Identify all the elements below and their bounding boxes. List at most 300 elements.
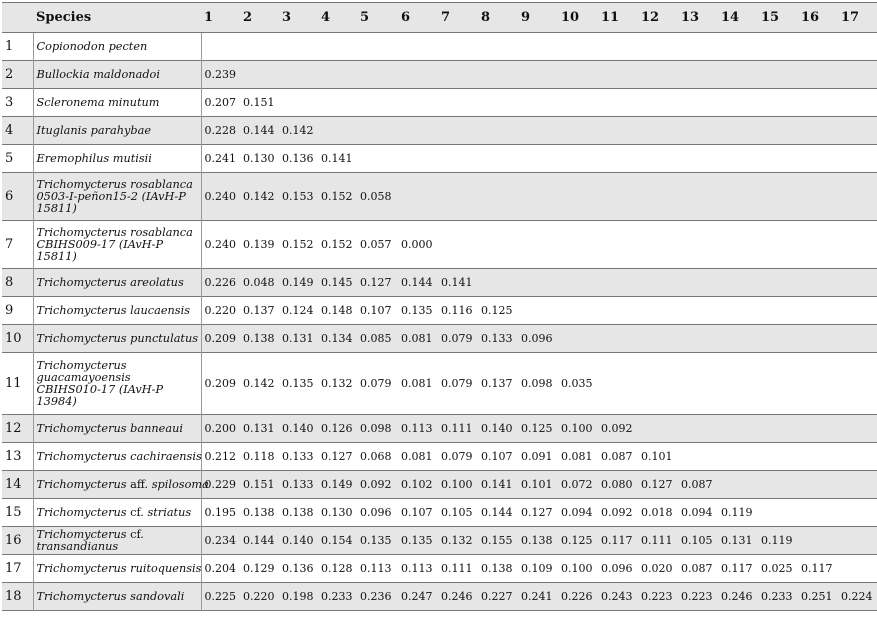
row-number: 7 — [5, 237, 14, 252]
species-name-line: Trichomycterus cf. — [36, 527, 144, 541]
table-row — [2, 443, 877, 471]
species-name-cell — [33, 527, 201, 555]
distance-value-cell: 0.127 — [521, 506, 553, 519]
column-header: 1 — [201, 3, 240, 33]
distance-value-cell — [638, 89, 678, 117]
distance-value-cell — [838, 221, 877, 269]
distance-value-cell — [201, 33, 240, 61]
distance-value-cell: 0.107 — [360, 304, 392, 317]
species-name-line: CBIHS009-17 (IAvH-P — [36, 237, 164, 251]
species-name-line: transandianus — [36, 539, 119, 553]
row-number: 8 — [5, 275, 14, 290]
species-name-line: 15811) — [36, 249, 77, 263]
species-name-cell — [33, 555, 201, 583]
distance-value-cell — [598, 89, 638, 117]
distance-value-cell: 0.096 — [360, 506, 392, 519]
distance-value-cell — [558, 61, 598, 89]
distance-value-cell: 0.025 — [761, 562, 793, 575]
distance-value-cell: 0.131 — [282, 332, 314, 345]
species-name-cell — [33, 443, 201, 471]
distance-value-cell — [758, 117, 798, 145]
distance-value-cell — [798, 33, 838, 61]
distance-value-cell: 0.138 — [282, 506, 314, 519]
distance-value-cell — [718, 415, 758, 443]
distance-value-cell — [758, 221, 798, 269]
distance-value-cell — [838, 471, 877, 499]
header-row — [2, 3, 877, 33]
table-row — [2, 555, 877, 583]
distance-value-cell — [678, 33, 718, 61]
species-name-line: CBIHS010-17 (IAvH-P — [36, 382, 164, 396]
distance-value-cell: 0.140 — [282, 534, 314, 547]
distance-value-cell: 0.134 — [321, 332, 353, 345]
row-number: 15 — [5, 505, 22, 520]
distance-value-cell: 0.127 — [641, 478, 673, 491]
species-name-cell — [33, 89, 201, 117]
species-name-cell — [33, 33, 201, 61]
species-name-line: Trichomycterus punctulatus — [36, 331, 199, 345]
species-name-line: Bullockia maldonadoi — [36, 67, 160, 81]
distance-value-cell — [478, 221, 518, 269]
distance-value-cell — [357, 117, 398, 145]
distance-value-cell: 0.092 — [360, 478, 392, 491]
distance-value-cell — [240, 33, 279, 61]
distance-value-cell: 0.141 — [441, 276, 473, 289]
distance-value-cell — [638, 33, 678, 61]
distance-value-cell — [718, 173, 758, 221]
distance-value-cell: 0.135 — [282, 377, 314, 390]
distance-value-cell: 0.234 — [204, 534, 236, 547]
distance-value-cell — [558, 89, 598, 117]
column-header: 17 — [838, 3, 877, 33]
distance-value-cell — [838, 173, 877, 221]
distance-value-cell — [678, 353, 718, 415]
distance-value-cell — [718, 89, 758, 117]
distance-value-cell — [518, 221, 558, 269]
distance-value-cell — [438, 221, 478, 269]
distance-value-cell — [638, 221, 678, 269]
species-name-cell — [33, 353, 201, 415]
distance-value-cell: 0.144 — [401, 276, 433, 289]
distance-value-cell: 0.127 — [321, 450, 353, 463]
distance-value-cell — [558, 297, 598, 325]
distance-value-cell — [598, 33, 638, 61]
distance-value-cell — [357, 33, 398, 61]
distance-value-cell: 0.126 — [321, 422, 353, 435]
distance-value-cell — [758, 415, 798, 443]
column-header: 3 — [279, 3, 318, 33]
distance-value-cell — [678, 415, 718, 443]
distance-value-cell: 0.251 — [801, 590, 833, 603]
distance-value-cell: 0.236 — [360, 590, 392, 603]
distance-value-cell — [718, 353, 758, 415]
distance-value-cell — [838, 325, 877, 353]
species-name-line: Trichomycterus ruitoquensis — [36, 561, 202, 575]
distance-value-cell: 0.113 — [401, 422, 433, 435]
table-row — [2, 173, 877, 221]
species-name-line: Trichomycterus cachiraensis — [36, 449, 202, 463]
distance-value-cell: 0.127 — [360, 276, 392, 289]
distance-value-cell — [838, 117, 877, 145]
distance-value-cell — [438, 89, 478, 117]
distance-value-cell: 0.135 — [401, 534, 433, 547]
distance-value-cell — [638, 415, 678, 443]
distance-value-cell — [438, 33, 478, 61]
distance-value-cell — [678, 443, 718, 471]
distance-value-cell: 0.094 — [561, 506, 593, 519]
distance-value-cell: 0.101 — [641, 450, 673, 463]
distance-value-cell — [838, 145, 877, 173]
species-name-line: Trichomycterus laucaensis — [36, 303, 191, 317]
distance-value-cell: 0.144 — [481, 506, 513, 519]
distance-value-cell — [558, 33, 598, 61]
distance-value-cell: 0.058 — [360, 190, 392, 203]
distance-value-cell — [438, 61, 478, 89]
distance-value-cell — [478, 173, 518, 221]
distance-value-cell: 0.087 — [681, 562, 713, 575]
column-header: 14 — [718, 3, 758, 33]
distance-value-cell: 0.228 — [204, 124, 236, 137]
distance-value-cell: 0.096 — [521, 332, 553, 345]
distance-value-cell — [798, 353, 838, 415]
distance-value-cell — [279, 89, 318, 117]
distance-value-cell: 0.144 — [243, 124, 275, 137]
column-header: 4 — [318, 3, 357, 33]
distance-value-cell: 0.131 — [721, 534, 753, 547]
distance-value-cell — [798, 297, 838, 325]
distance-value-cell: 0.101 — [521, 478, 553, 491]
distance-value-cell: 0.081 — [561, 450, 593, 463]
distance-value-cell: 0.241 — [204, 152, 236, 165]
distance-value-cell: 0.118 — [243, 450, 275, 463]
distance-value-cell: 0.119 — [761, 534, 793, 547]
distance-value-cell: 0.079 — [441, 450, 473, 463]
distance-value-cell: 0.081 — [401, 332, 433, 345]
distance-value-cell — [798, 89, 838, 117]
distance-value-cell — [518, 269, 558, 297]
distance-value-cell — [398, 117, 438, 145]
distance-value-cell: 0.111 — [441, 562, 473, 575]
row-number: 11 — [5, 376, 22, 391]
distance-value-cell: 0.079 — [441, 332, 473, 345]
distance-value-cell: 0.136 — [282, 562, 314, 575]
row-number: 14 — [5, 477, 22, 492]
distance-value-cell — [558, 145, 598, 173]
distance-value-cell — [558, 269, 598, 297]
distance-value-cell — [478, 145, 518, 173]
table-row — [2, 269, 877, 297]
table-row — [2, 471, 877, 499]
distance-value-cell — [478, 117, 518, 145]
distance-value-cell — [678, 173, 718, 221]
distance-value-cell — [798, 527, 838, 555]
distance-value-cell — [758, 297, 798, 325]
distance-value-cell — [718, 443, 758, 471]
species-name-line: Trichomycterus cf. striatus — [36, 505, 192, 519]
distance-value-cell — [798, 325, 838, 353]
row-number: 17 — [5, 561, 22, 576]
distance-value-cell — [678, 269, 718, 297]
distance-value-cell: 0.246 — [441, 590, 473, 603]
distance-value-cell — [438, 117, 478, 145]
distance-value-cell — [240, 61, 279, 89]
distance-value-cell: 0.144 — [243, 534, 275, 547]
distance-value-cell — [718, 117, 758, 145]
column-header: 9 — [518, 3, 558, 33]
distance-value-cell — [518, 33, 558, 61]
distance-value-cell — [838, 499, 877, 527]
distance-value-cell — [518, 145, 558, 173]
row-number: 3 — [5, 95, 14, 110]
distance-value-cell — [798, 173, 838, 221]
distance-value-cell — [598, 269, 638, 297]
species-name-line: 0503-I-peñon15-2 (IAvH-P — [36, 189, 186, 203]
table-row — [2, 527, 877, 555]
distance-value-cell: 0.142 — [243, 190, 275, 203]
distance-value-cell — [558, 117, 598, 145]
column-header: 16 — [798, 3, 838, 33]
distance-value-cell: 0.087 — [681, 478, 713, 491]
distance-value-cell: 0.138 — [243, 332, 275, 345]
distance-value-cell: 0.113 — [360, 562, 392, 575]
distance-value-cell: 0.133 — [282, 450, 314, 463]
distance-value-cell: 0.152 — [282, 238, 314, 251]
distance-value-cell — [598, 145, 638, 173]
distance-value-cell — [758, 145, 798, 173]
distance-value-cell — [638, 325, 678, 353]
table-row — [2, 499, 877, 527]
distance-value-cell — [718, 33, 758, 61]
distance-value-cell — [478, 269, 518, 297]
species-name-cell — [33, 297, 201, 325]
distance-value-cell: 0.105 — [441, 506, 473, 519]
column-header: 6 — [398, 3, 438, 33]
species-name-line: Eremophilus mutisii — [36, 151, 152, 165]
distance-value-cell: 0.068 — [360, 450, 392, 463]
distance-value-cell: 0.111 — [441, 422, 473, 435]
distance-value-cell: 0.100 — [561, 422, 593, 435]
distance-value-cell — [318, 33, 357, 61]
column-header: 11 — [598, 3, 638, 33]
distance-value-cell: 0.224 — [841, 590, 873, 603]
distance-value-cell: 0.152 — [321, 238, 353, 251]
distance-value-cell: 0.137 — [243, 304, 275, 317]
distance-value-cell — [279, 33, 318, 61]
table-row — [2, 325, 877, 353]
distance-value-cell: 0.220 — [204, 304, 236, 317]
table-row — [2, 297, 877, 325]
distance-value-cell — [558, 173, 598, 221]
distance-value-cell — [318, 89, 357, 117]
distance-value-cell: 0.132 — [321, 377, 353, 390]
distance-value-cell — [838, 89, 877, 117]
distance-value-cell — [598, 61, 638, 89]
column-header: 5 — [357, 3, 398, 33]
species-name-line: Trichomycterus sandovali — [36, 589, 185, 603]
species-name-line: guacamayoensis — [36, 370, 131, 384]
distance-value-cell: 0.140 — [282, 422, 314, 435]
table-row — [2, 145, 877, 173]
distance-value-cell: 0.018 — [641, 506, 673, 519]
distance-value-cell — [638, 173, 678, 221]
row-number: 9 — [5, 303, 14, 318]
distance-value-cell: 0.136 — [282, 152, 314, 165]
distance-value-cell — [838, 443, 877, 471]
species-name-cell — [33, 221, 201, 269]
distance-value-cell — [398, 61, 438, 89]
row-number: 5 — [5, 151, 14, 166]
table-row — [2, 353, 877, 415]
distance-value-cell: 0.152 — [321, 190, 353, 203]
distance-value-cell: 0.209 — [204, 332, 236, 345]
distance-value-cell: 0.135 — [401, 304, 433, 317]
distance-value-cell — [838, 297, 877, 325]
distance-value-cell: 0.138 — [243, 506, 275, 519]
distance-value-cell — [558, 221, 598, 269]
distance-value-cell: 0.233 — [321, 590, 353, 603]
distance-value-cell: 0.057 — [360, 238, 392, 251]
distance-value-cell: 0.155 — [481, 534, 513, 547]
distance-value-cell: 0.117 — [721, 562, 753, 575]
distance-value-cell: 0.094 — [681, 506, 713, 519]
distance-value-cell: 0.100 — [561, 562, 593, 575]
distance-value-cell — [838, 415, 877, 443]
distance-value-cell — [838, 33, 877, 61]
distance-value-cell — [718, 471, 758, 499]
distance-value-cell: 0.100 — [441, 478, 473, 491]
distance-value-cell: 0.081 — [401, 450, 433, 463]
distance-value-cell — [518, 61, 558, 89]
distance-value-cell — [518, 89, 558, 117]
distance-value-cell: 0.117 — [601, 534, 633, 547]
row-number: 1 — [5, 39, 14, 54]
distance-value-cell: 0.072 — [561, 478, 593, 491]
distance-value-cell — [838, 61, 877, 89]
table-row — [2, 221, 877, 269]
distance-value-cell — [758, 443, 798, 471]
species-name-cell — [33, 471, 209, 499]
distance-value-cell — [398, 33, 438, 61]
distance-value-cell: 0.137 — [481, 377, 513, 390]
distance-value-cell: 0.207 — [204, 96, 236, 109]
distance-value-cell — [678, 89, 718, 117]
distance-value-cell: 0.246 — [721, 590, 753, 603]
column-header: 15 — [758, 3, 798, 33]
distance-value-cell: 0.085 — [360, 332, 392, 345]
species-name-line: Trichomycterus rosablanca — [36, 225, 193, 239]
distance-value-cell: 0.149 — [321, 478, 353, 491]
distance-value-cell: 0.132 — [441, 534, 473, 547]
row-number: 16 — [5, 533, 22, 548]
distance-value-cell: 0.109 — [521, 562, 553, 575]
species-name-line: Trichomycterus rosablanca — [36, 177, 193, 191]
distance-value-cell — [398, 145, 438, 173]
table-row — [2, 33, 877, 61]
column-header: 12 — [638, 3, 678, 33]
distance-value-cell: 0.000 — [401, 238, 433, 251]
distance-value-cell: 0.098 — [521, 377, 553, 390]
distance-value-cell: 0.225 — [204, 590, 236, 603]
distance-value-cell: 0.091 — [521, 450, 553, 463]
species-name-line: Trichomycterus aff. spilosoma — [36, 477, 209, 491]
distance-value-cell: 0.135 — [360, 534, 392, 547]
distance-value-cell — [598, 117, 638, 145]
species-name-cell — [33, 583, 201, 611]
species-name-line: Scleronema minutum — [36, 95, 160, 109]
distance-value-cell — [638, 145, 678, 173]
distance-value-cell: 0.131 — [243, 422, 275, 435]
distance-value-cell — [718, 269, 758, 297]
row-number: 18 — [5, 589, 22, 604]
species-name-cell — [33, 499, 201, 527]
distance-value-cell — [678, 117, 718, 145]
distance-value-cell — [398, 89, 438, 117]
distance-value-cell: 0.079 — [360, 377, 392, 390]
species-name-cell — [33, 173, 201, 221]
row-number: 13 — [5, 449, 22, 464]
table-header — [2, 3, 877, 33]
distance-value-cell: 0.138 — [521, 534, 553, 547]
distance-value-cell: 0.079 — [441, 377, 473, 390]
distance-value-cell — [518, 117, 558, 145]
distance-value-cell: 0.141 — [321, 152, 353, 165]
distance-value-cell — [758, 173, 798, 221]
distance-value-cell: 0.133 — [282, 478, 314, 491]
column-header: 8 — [478, 3, 518, 33]
distance-value-cell — [798, 415, 838, 443]
table-row — [2, 89, 877, 117]
species-name-cell — [33, 325, 201, 353]
species-header: Species — [33, 3, 201, 33]
distance-value-cell — [758, 89, 798, 117]
distance-value-cell — [798, 471, 838, 499]
distance-value-cell: 0.087 — [601, 450, 633, 463]
distance-value-cell — [838, 269, 877, 297]
distance-value-cell — [478, 61, 518, 89]
table-row — [2, 61, 877, 89]
distance-value-cell — [718, 61, 758, 89]
distance-value-cell: 0.107 — [481, 450, 513, 463]
distance-value-cell: 0.117 — [801, 562, 833, 575]
distance-value-cell — [598, 221, 638, 269]
distance-value-cell: 0.226 — [561, 590, 593, 603]
distance-value-cell — [518, 297, 558, 325]
species-name-cell — [33, 61, 201, 89]
column-header: 2 — [240, 3, 279, 33]
row-number: 6 — [5, 189, 14, 204]
distance-value-cell — [318, 117, 357, 145]
distance-value-cell — [798, 117, 838, 145]
distance-value-cell: 0.105 — [681, 534, 713, 547]
distance-value-cell — [398, 173, 438, 221]
distance-value-cell — [758, 499, 798, 527]
distance-value-cell — [638, 297, 678, 325]
distance-value-cell: 0.107 — [401, 506, 433, 519]
distance-value-cell: 0.247 — [401, 590, 433, 603]
distance-value-cell: 0.124 — [282, 304, 314, 317]
distance-value-cell: 0.200 — [204, 422, 236, 435]
distance-value-cell — [798, 145, 838, 173]
species-name-line: 15811) — [36, 201, 77, 215]
distance-value-cell: 0.129 — [243, 562, 275, 575]
distance-value-cell — [798, 443, 838, 471]
distance-value-cell: 0.153 — [282, 190, 314, 203]
distance-value-cell: 0.102 — [401, 478, 433, 491]
distance-value-cell — [758, 269, 798, 297]
distance-value-cell: 0.195 — [204, 506, 236, 519]
distance-value-cell: 0.130 — [321, 506, 353, 519]
distance-value-cell — [598, 173, 638, 221]
